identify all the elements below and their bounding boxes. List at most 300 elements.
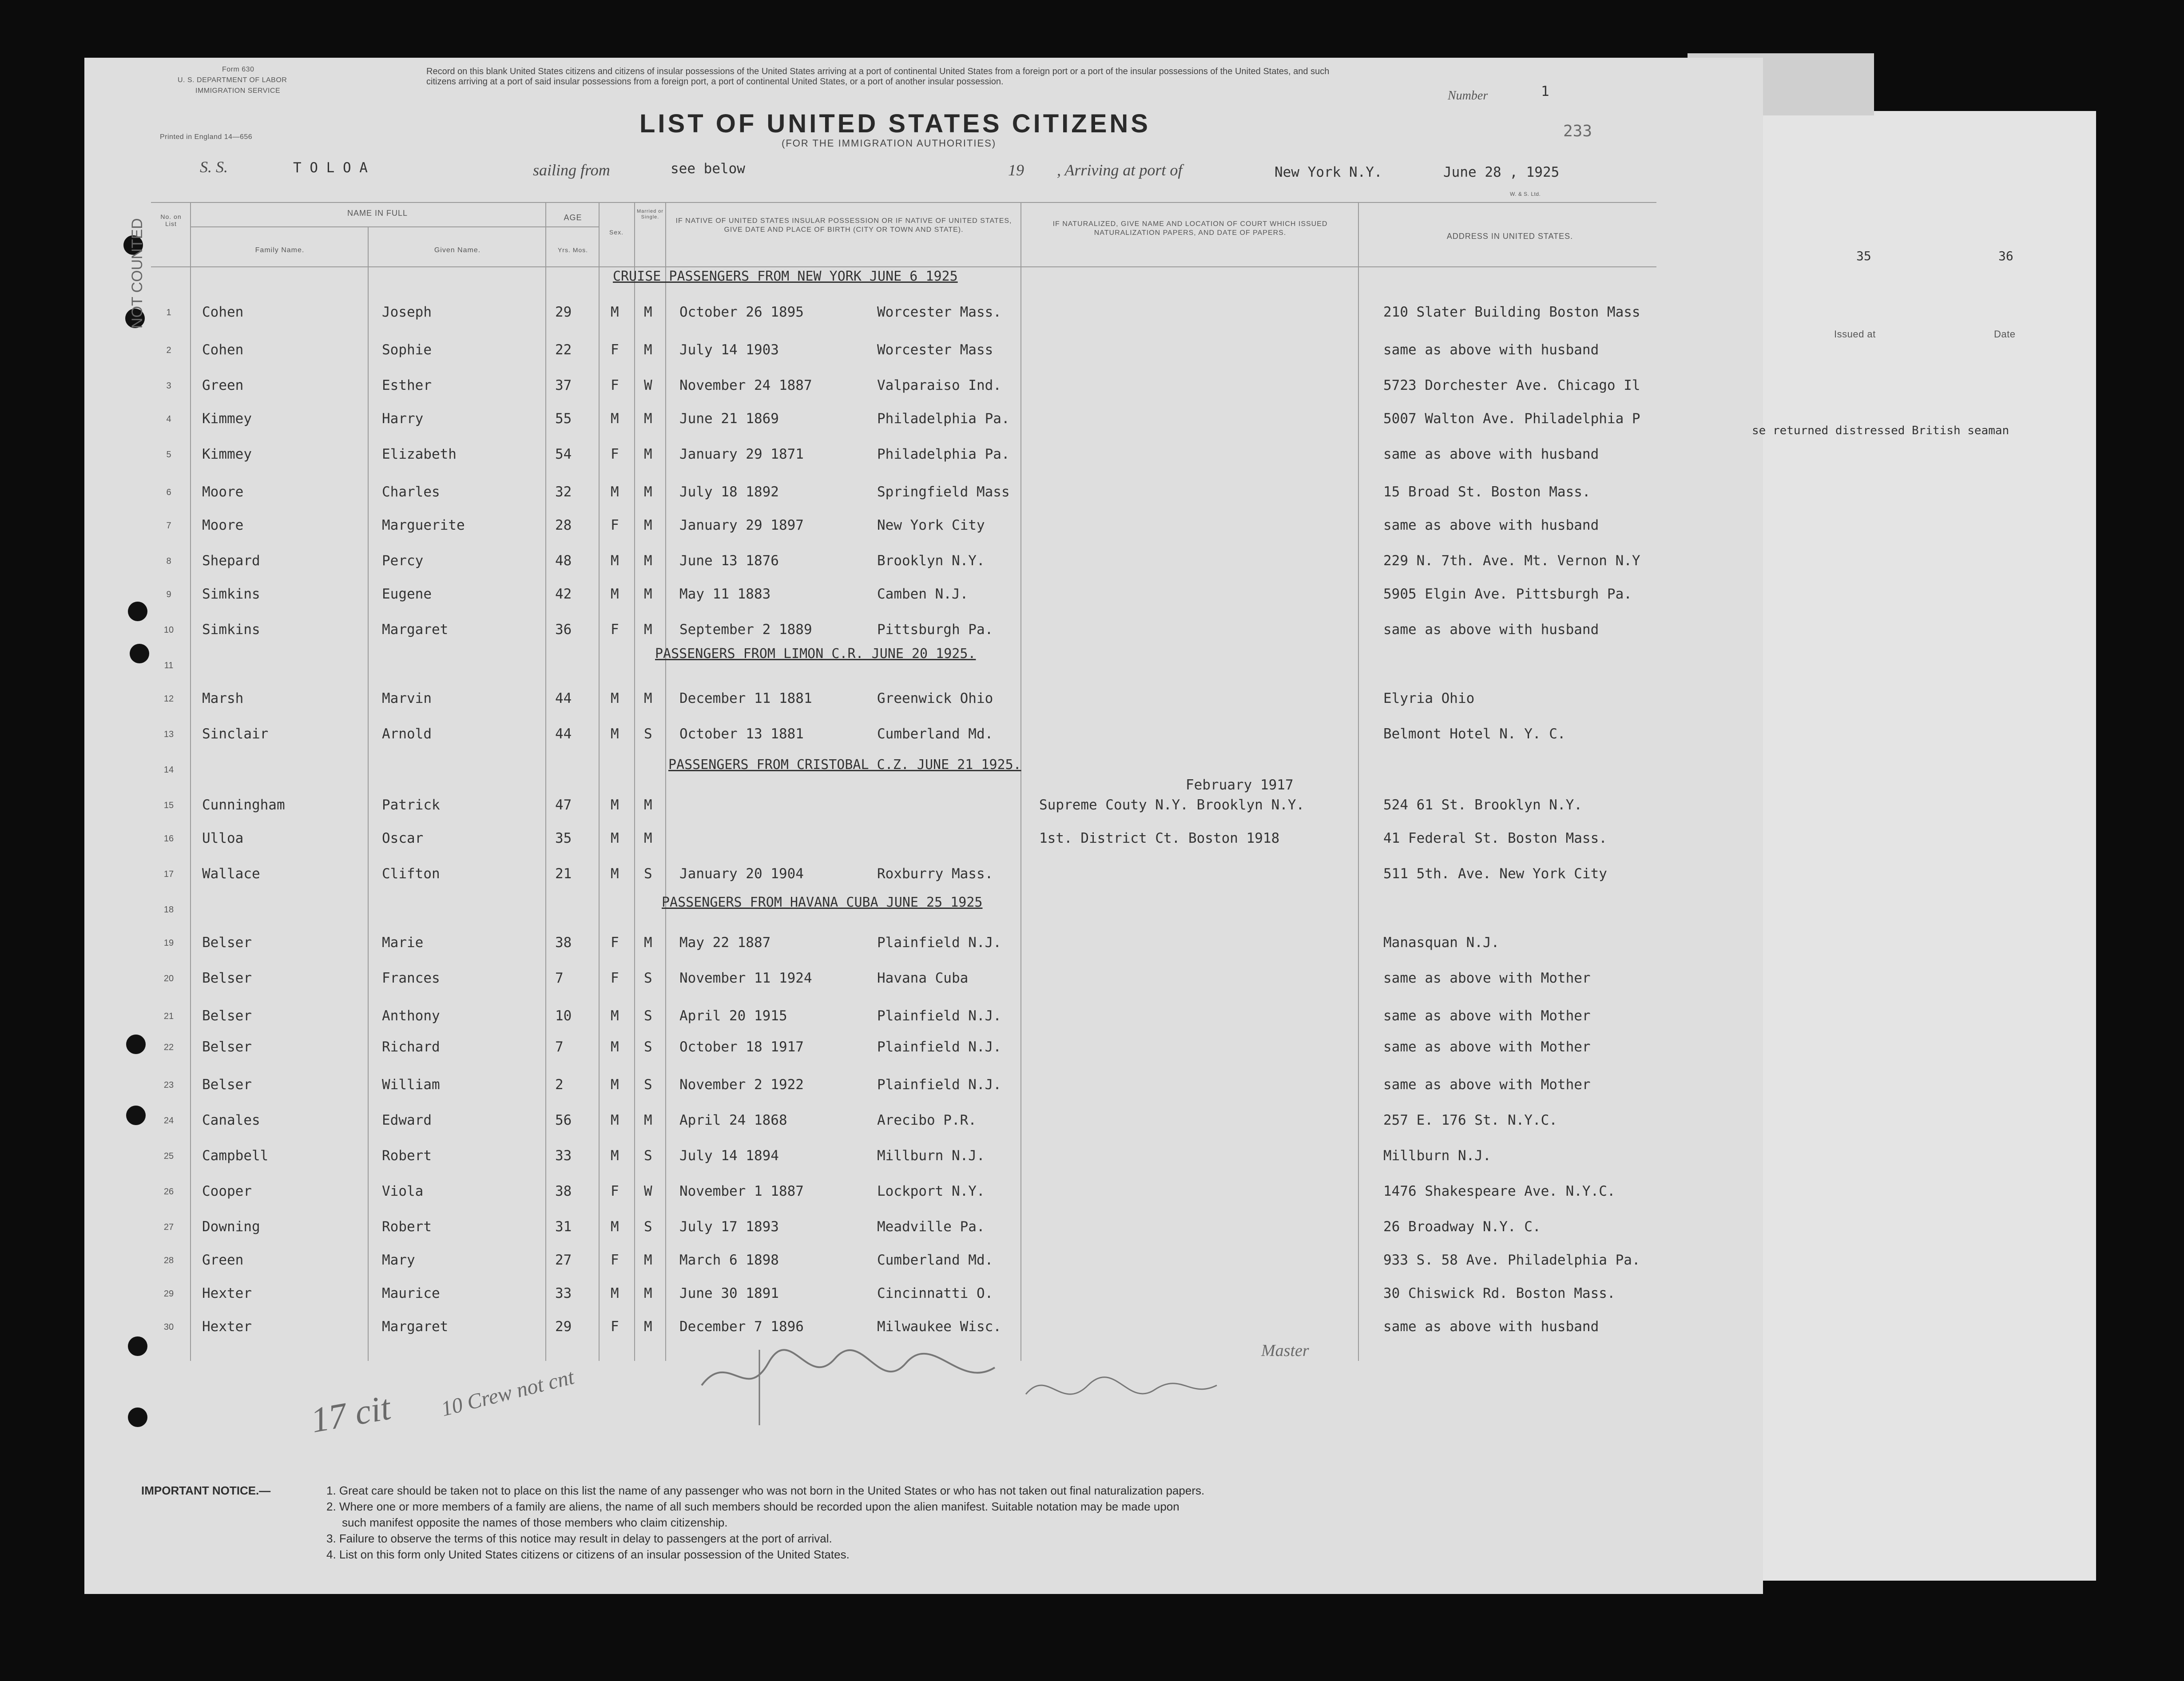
col-header-married: Married or Single. — [636, 209, 664, 220]
birth-place: Plainfield N.J. — [877, 1039, 1001, 1055]
birth-date: January 29 1897 — [679, 517, 804, 533]
row-number: 16 — [163, 834, 174, 844]
marital-status: S — [644, 1219, 652, 1235]
punch-hole — [128, 1407, 147, 1427]
table-top-rule — [151, 202, 1656, 203]
department-label: U. S. DEPARTMENT OF LABOR — [178, 76, 287, 84]
row-number: 2 — [166, 345, 171, 355]
sex: M — [611, 1148, 619, 1164]
us-address: 229 N. 7th. Ave. Mt. Vernon N.Y — [1383, 553, 1640, 569]
marital-status: S — [644, 1039, 652, 1055]
birth-place: Cumberland Md. — [877, 726, 993, 742]
col-divider — [368, 226, 369, 1361]
age: 54 — [555, 446, 572, 462]
family-name: Downing — [202, 1219, 260, 1235]
punch-hole — [128, 602, 147, 621]
age: 10 — [555, 1008, 572, 1024]
us-address: same as above with Mother — [1383, 1077, 1591, 1093]
sex: M — [611, 726, 619, 742]
birth-place: Plainfield N.J. — [877, 935, 1001, 951]
row-number: 29 — [163, 1289, 174, 1299]
marital-status: M — [644, 342, 652, 358]
us-address: same as above with Mother — [1383, 1008, 1591, 1024]
punch-hole — [126, 1035, 146, 1054]
birth-date: April 20 1915 — [679, 1008, 787, 1024]
col-divider — [634, 202, 635, 1361]
row-number: 6 — [166, 488, 171, 497]
given-name: Marie — [382, 935, 424, 951]
master-signature-label: Master — [1261, 1341, 1309, 1360]
col-header-age: AGE — [564, 213, 582, 222]
given-name: Margaret — [382, 1319, 449, 1335]
marital-status: M — [644, 622, 652, 638]
birth-date: June 30 1891 — [679, 1285, 779, 1301]
marital-status: M — [644, 935, 652, 951]
age: 56 — [555, 1112, 572, 1128]
given-name: Marvin — [382, 690, 432, 706]
marital-status: W — [644, 1183, 652, 1199]
sex: F — [611, 446, 619, 462]
family-name: Moore — [202, 484, 244, 500]
form-number: Form 630 — [222, 66, 254, 73]
sex: F — [611, 1319, 619, 1335]
row-number: 15 — [163, 801, 174, 810]
section-header: PASSENGERS FROM HAVANA CUBA JUNE 25 1925 — [662, 895, 983, 910]
sex: F — [611, 622, 619, 638]
row-number: 10 — [163, 625, 174, 635]
col-header-family: Family Name. — [255, 246, 305, 254]
us-address: Elyria Ohio — [1383, 690, 1475, 706]
birth-date: April 24 1868 — [679, 1112, 787, 1128]
number-value: 1 — [1541, 83, 1549, 99]
family-name: Cohen — [202, 304, 244, 320]
us-address: 15 Broad St. Boston Mass. — [1383, 484, 1591, 500]
given-name: Harry — [382, 411, 424, 427]
sex: M — [611, 1219, 619, 1235]
family-name: Canales — [202, 1112, 260, 1128]
sex: F — [611, 342, 619, 358]
family-name: Sinclair — [202, 726, 269, 742]
section-header: PASSENGERS FROM CRISTOBAL C.Z. JUNE 21 1925. — [668, 757, 1021, 773]
given-name: Sophie — [382, 342, 432, 358]
marital-status: M — [644, 411, 652, 427]
us-address: 5723 Dorchester Ave. Chicago Il — [1383, 377, 1640, 393]
punch-hole — [130, 644, 149, 663]
family-name: Hexter — [202, 1319, 252, 1335]
marital-status: M — [644, 304, 652, 320]
sex: M — [611, 1077, 619, 1093]
ss-label: S. S. — [200, 158, 228, 176]
birth-place: Roxburry Mass. — [877, 866, 993, 882]
us-address: same as above with husband — [1383, 446, 1599, 462]
age: 33 — [555, 1285, 572, 1301]
given-name: Frances — [382, 970, 440, 986]
birth-date: July 17 1893 — [679, 1219, 779, 1235]
marital-status: M — [644, 1285, 652, 1301]
us-address: Millburn N.J. — [1383, 1148, 1491, 1164]
row-number: 30 — [163, 1322, 174, 1332]
given-name: Mary — [382, 1252, 415, 1268]
given-name: Robert — [382, 1148, 432, 1164]
col-header-name: NAME IN FULL — [347, 209, 408, 218]
notice-item: such manifest opposite the names of those members who claim citizenship. — [342, 1516, 728, 1529]
clerk-signature — [1021, 1359, 1221, 1421]
family-name: Wallace — [202, 866, 260, 882]
age: 32 — [555, 484, 572, 500]
us-address: 41 Federal St. Boston Mass. — [1383, 830, 1607, 846]
col-divider — [545, 202, 546, 1361]
us-address: 1476 Shakespeare Ave. N.Y.C. — [1383, 1183, 1616, 1199]
sex: M — [611, 797, 619, 813]
family-name: Belser — [202, 970, 252, 986]
marital-status: S — [644, 726, 652, 742]
ship-name: T O L O A — [293, 160, 368, 176]
sex: M — [611, 1008, 619, 1024]
naturalization-court: Supreme Couty N.Y. Brooklyn N.Y. — [1039, 797, 1305, 813]
stamp-number: 233 — [1563, 122, 1592, 140]
family-name: Green — [202, 1252, 244, 1268]
given-name: Marguerite — [382, 517, 465, 533]
birth-place: Worcester Mass. — [877, 304, 1001, 320]
sex: F — [611, 1183, 619, 1199]
row-number: 7 — [166, 521, 171, 531]
given-name: Esther — [382, 377, 432, 393]
record-instruction: Record on this blank United States citizens and citizens of insular possessions of the United States arriving at a port of continental United States from a foreign port or a port of the insular possessions of the United States, and such citizens arriving at a port of said insular possessions from a foreign port, a port of continental United States, or a port of another insular possession. — [426, 67, 1330, 87]
birth-place: Valparaiso Ind. — [877, 377, 1001, 393]
family-name: Cooper — [202, 1183, 252, 1199]
row-number: 3 — [166, 381, 171, 391]
given-name: William — [382, 1077, 440, 1093]
birth-date: October 26 1895 — [679, 304, 804, 320]
year-label: 19 — [1008, 161, 1024, 179]
col-header-address: ADDRESS IN UNITED STATES. — [1446, 232, 1573, 241]
given-name: Joseph — [382, 304, 432, 320]
family-name: Ulloa — [202, 830, 244, 846]
birth-place: Cumberland Md. — [877, 1252, 993, 1268]
marital-status: M — [644, 484, 652, 500]
us-address: Manasquan N.J. — [1383, 935, 1500, 951]
family-name: Hexter — [202, 1285, 252, 1301]
row-number: 8 — [166, 556, 171, 566]
age: 44 — [555, 690, 572, 706]
sex: M — [611, 586, 619, 602]
notice-item: 2. Where one or more members of a family are aliens, the name of all such members should be recorded upon the alien manifest. Suitable notation may be made upon — [326, 1500, 1179, 1513]
table-header-rule — [151, 266, 1656, 267]
us-address: 524 61 St. Brooklyn N.Y. — [1383, 797, 1582, 813]
given-name: Viola — [382, 1183, 424, 1199]
sex: M — [611, 830, 619, 846]
us-address: 30 Chiswick Rd. Boston Mass. — [1383, 1285, 1616, 1301]
notice-item: 1. Great care should be taken not to place on this list the name of any passenger who was not born in the United States or who has not taken out final naturalization papers. — [326, 1484, 1205, 1497]
row-number: 12 — [163, 694, 174, 704]
given-name: Arnold — [382, 726, 432, 742]
row-number: 1 — [166, 308, 171, 317]
right-issued-at: Issued at — [1834, 329, 1876, 340]
us-address: Belmont Hotel N. Y. C. — [1383, 726, 1566, 742]
marital-status: S — [644, 1148, 652, 1164]
sex: M — [611, 484, 619, 500]
age: 38 — [555, 1183, 572, 1199]
row-number: 11 — [164, 661, 174, 670]
col-divider — [665, 202, 666, 1361]
age: 48 — [555, 553, 572, 569]
sex: M — [611, 1285, 619, 1301]
row-number: 23 — [163, 1080, 174, 1090]
age: 21 — [555, 866, 572, 882]
marital-status: M — [644, 1252, 652, 1268]
right-date: Date — [1994, 329, 2016, 340]
row-number: 28 — [163, 1256, 174, 1265]
row-number: 22 — [163, 1043, 174, 1052]
birth-date: May 22 1887 — [679, 935, 771, 951]
count-note: 17 cit — [308, 1388, 394, 1440]
birth-place: New York City — [877, 517, 985, 533]
birth-date: July 14 1894 — [679, 1148, 779, 1164]
birth-place: Lockport N.Y. — [877, 1183, 985, 1199]
page-title: LIST OF UNITED STATES CITIZENS — [639, 109, 1151, 138]
age: 29 — [555, 1319, 572, 1335]
marital-status: M — [644, 690, 652, 706]
age: 38 — [555, 935, 572, 951]
col-header-no: No. on List — [160, 213, 182, 227]
birth-date: March 6 1898 — [679, 1252, 779, 1268]
age: 31 — [555, 1219, 572, 1235]
birth-place: Meadville Pa. — [877, 1219, 985, 1235]
birth-date: September 2 1889 — [679, 622, 812, 638]
section-header: CRUISE PASSENGERS FROM NEW YORK JUNE 6 1925 — [613, 269, 958, 284]
birth-date: May 11 1883 — [679, 586, 771, 602]
age: 37 — [555, 377, 572, 393]
marital-status: W — [644, 377, 652, 393]
row-number: 13 — [163, 729, 174, 739]
given-name: Richard — [382, 1039, 440, 1055]
birth-place: Plainfield N.J. — [877, 1077, 1001, 1093]
family-name: Kimmey — [202, 411, 252, 427]
col-divider — [599, 202, 600, 1361]
sex: M — [611, 1112, 619, 1128]
birth-date: January 29 1871 — [679, 446, 804, 462]
sailing-from: see below — [671, 161, 745, 177]
family-name: Moore — [202, 517, 244, 533]
birth-place: Havana Cuba — [877, 970, 969, 986]
age: 22 — [555, 342, 572, 358]
row-number: 19 — [163, 938, 174, 948]
sex: F — [611, 935, 619, 951]
family-name: Kimmey — [202, 446, 252, 462]
age: 7 — [555, 1039, 564, 1055]
birth-place: Plainfield N.J. — [877, 1008, 1001, 1024]
row-number: 9 — [166, 590, 171, 599]
page-subtitle: (FOR THE IMMIGRATION AUTHORITIES) — [782, 138, 997, 149]
marital-status: M — [644, 553, 652, 569]
family-name: Shepard — [202, 553, 260, 569]
col-divider — [190, 202, 191, 1361]
birth-date: July 14 1903 — [679, 342, 779, 358]
birth-place: Philadelphia Pa. — [877, 446, 1010, 462]
sex: M — [611, 553, 619, 569]
birth-place: Camben N.J. — [877, 586, 969, 602]
birth-date: October 13 1881 — [679, 726, 804, 742]
given-name: Charles — [382, 484, 440, 500]
punch-hole — [126, 1106, 146, 1125]
given-name: Eugene — [382, 586, 432, 602]
row-number: 17 — [163, 869, 174, 879]
col-header-sex: Sex. — [609, 229, 623, 236]
printed-note: Printed in England 14—656 — [160, 133, 253, 141]
age: 28 — [555, 517, 572, 533]
birth-place: Philadelphia Pa. — [877, 411, 1010, 427]
family-name: Cunningham — [202, 797, 285, 813]
birth-date: November 11 1924 — [679, 970, 812, 986]
col-header-yrs-mos: Yrs. Mos. — [557, 246, 588, 254]
age: 36 — [555, 622, 572, 638]
marital-status: M — [644, 1112, 652, 1128]
family-name: Belser — [202, 1039, 252, 1055]
service-label: IMMIGRATION SERVICE — [195, 87, 281, 95]
birth-place: Milwaukee Wisc. — [877, 1319, 1001, 1335]
birth-place: Arecibo P.R. — [877, 1112, 977, 1128]
age: 44 — [555, 726, 572, 742]
marital-status: M — [644, 586, 652, 602]
signature-scrawl — [693, 1323, 1004, 1439]
family-name: Belser — [202, 1077, 252, 1093]
family-name: Belser — [202, 1008, 252, 1024]
arriving-label: , Arriving at port of — [1057, 161, 1183, 179]
arrival-port: New York N.Y. — [1275, 164, 1382, 180]
arrival-date: June 28 , 1925 — [1443, 164, 1560, 180]
birth-date: November 2 1922 — [679, 1077, 804, 1093]
sex: M — [611, 866, 619, 882]
us-address: 933 S. 58 Ave. Philadelphia Pa. — [1383, 1252, 1640, 1268]
given-name: Percy — [382, 553, 424, 569]
row-number: 5 — [166, 450, 171, 460]
birth-date: December 11 1881 — [679, 690, 812, 706]
crew-note: 10 Crew not cnt — [439, 1365, 577, 1421]
family-name: Simkins — [202, 586, 260, 602]
name-subrule — [190, 226, 599, 227]
col-header-native: IF NATIVE OF UNITED STATES INSULAR POSSESSION OR IF NATIVE OF UNITED STATES, GIVE DATE AND PLACE OF BIRTH (CITY OR TOWN AND STATE). — [675, 217, 1012, 234]
us-address: 210 Slater Building Boston Mass — [1383, 304, 1640, 320]
not-counted-stamp: NOT COUNTED — [129, 218, 146, 329]
row-number: 25 — [163, 1151, 174, 1161]
right-col-35: 35 — [1856, 249, 1871, 263]
birth-date: December 7 1896 — [679, 1319, 804, 1335]
marital-status: S — [644, 970, 652, 986]
sex: F — [611, 517, 619, 533]
age: 33 — [555, 1148, 572, 1164]
birth-place: Millburn N.J. — [877, 1148, 985, 1164]
marital-status: S — [644, 866, 652, 882]
section-header: PASSENGERS FROM LIMON C.R. JUNE 20 1925. — [655, 646, 976, 662]
age: 47 — [555, 797, 572, 813]
family-name: Green — [202, 377, 244, 393]
row-number: 14 — [163, 765, 174, 775]
row-number: 18 — [163, 905, 174, 915]
sex: F — [611, 377, 619, 393]
birth-date: June 13 1876 — [679, 553, 779, 569]
age: 27 — [555, 1252, 572, 1268]
us-address: 511 5th. Ave. New York City — [1383, 866, 1607, 882]
sex: F — [611, 970, 619, 986]
notice-item: 3. Failure to observe the terms of this notice may result in delay to passengers at the port of arrival. — [326, 1532, 832, 1545]
marital-status: S — [644, 1008, 652, 1024]
family-name: Marsh — [202, 690, 244, 706]
court-date-extra: February 1917 — [1186, 777, 1294, 793]
given-name: Edward — [382, 1112, 432, 1128]
family-name: Belser — [202, 935, 252, 951]
birth-date: October 18 1917 — [679, 1039, 804, 1055]
row-number: 24 — [163, 1116, 174, 1126]
birth-place: Greenwick Ohio — [877, 690, 993, 706]
age: 2 — [555, 1077, 564, 1093]
punch-hole — [128, 1336, 147, 1356]
birth-date: November 1 1887 — [679, 1183, 804, 1199]
marital-status: M — [644, 797, 652, 813]
birth-place: Pittsburgh Pa. — [877, 622, 993, 638]
col-header-naturalized: IF NATURALIZED, GIVE NAME AND LOCATION OF COURT WHICH ISSUED NATURALIZATION PAPERS, AND DATE OF PAPERS. — [1052, 220, 1328, 237]
birth-place: Springfield Mass — [877, 484, 1010, 500]
sex: M — [611, 690, 619, 706]
family-name: Cohen — [202, 342, 244, 358]
printer-footnote: W. & S. Ltd. — [1510, 191, 1541, 197]
row-number: 21 — [163, 1011, 174, 1021]
right-note: se returned distressed British seaman — [1752, 424, 2009, 437]
family-name: Simkins — [202, 622, 260, 638]
age: 35 — [555, 830, 572, 846]
row-number: 20 — [163, 974, 174, 983]
marital-status: M — [644, 1319, 652, 1335]
given-name: Clifton — [382, 866, 440, 882]
col-header-given: Given Name. — [434, 246, 481, 254]
marital-status: M — [644, 830, 652, 846]
us-address: 257 E. 176 St. N.Y.C. — [1383, 1112, 1557, 1128]
sailing-label: sailing from — [533, 161, 610, 179]
us-address: 5905 Elgin Ave. Pittsburgh Pa. — [1383, 586, 1632, 602]
given-name: Margaret — [382, 622, 449, 638]
notice-label: IMPORTANT NOTICE.— — [141, 1484, 271, 1497]
birth-date: July 18 1892 — [679, 484, 779, 500]
given-name: Patrick — [382, 797, 440, 813]
marital-status: M — [644, 517, 652, 533]
notice-item: 4. List on this form only United States citizens or citizens of an insular possession of the United States. — [326, 1548, 850, 1561]
row-number: 26 — [163, 1187, 174, 1197]
birth-place: Brooklyn N.Y. — [877, 553, 985, 569]
number-label: Number — [1448, 89, 1488, 103]
given-name: Elizabeth — [382, 446, 457, 462]
sex: M — [611, 1039, 619, 1055]
right-col-36: 36 — [1998, 249, 2013, 263]
given-name: Robert — [382, 1219, 432, 1235]
us-address: same as above with husband — [1383, 517, 1599, 533]
marital-status: S — [644, 1077, 652, 1093]
marital-status: M — [644, 446, 652, 462]
row-number: 27 — [163, 1222, 174, 1232]
us-address: same as above with Mother — [1383, 1039, 1591, 1055]
row-number: 4 — [166, 414, 171, 424]
age: 55 — [555, 411, 572, 427]
sex: M — [611, 411, 619, 427]
us-address: 26 Broadway N.Y. C. — [1383, 1219, 1541, 1235]
birth-date: November 24 1887 — [679, 377, 812, 393]
family-name: Campbell — [202, 1148, 269, 1164]
birth-place: Worcester Mass — [877, 342, 993, 358]
sex: M — [611, 304, 619, 320]
us-address: 5007 Walton Ave. Philadelphia P — [1383, 411, 1640, 427]
birth-date: June 21 1869 — [679, 411, 779, 427]
birth-date: January 20 1904 — [679, 866, 804, 882]
sex: F — [611, 1252, 619, 1268]
col-divider — [1358, 202, 1359, 1361]
